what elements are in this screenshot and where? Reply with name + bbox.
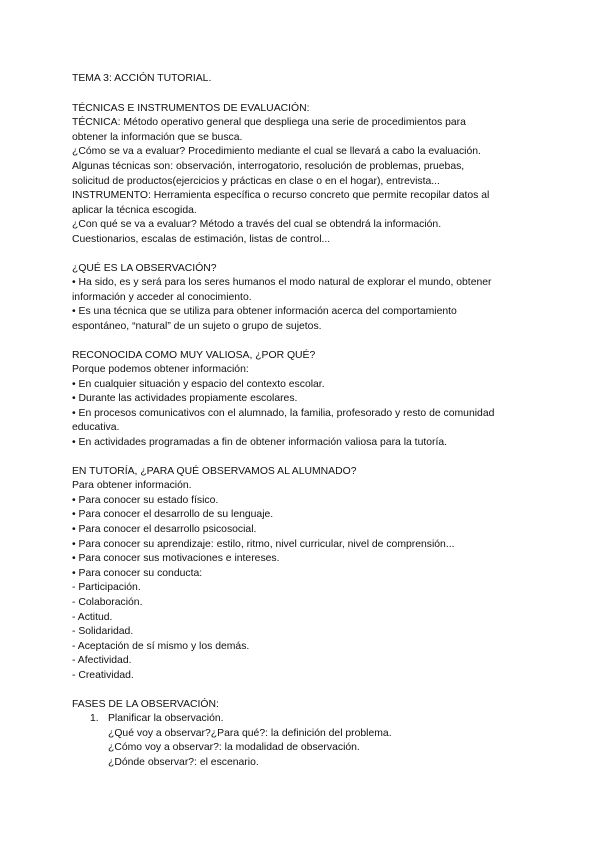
list-item: • Para conocer su estado físico. — [72, 494, 219, 506]
list-item: - Actitud. — [72, 611, 113, 623]
paragraph-line: • Es una técnica que se utiliza para obtener información acerca del comportamiento — [72, 306, 457, 318]
spacer — [72, 335, 560, 349]
paragraph-line: Porque podemos obtener información: — [72, 364, 249, 376]
paragraph-line: Algunas técnicas son: observación, interrogatorio, resolución de problemas, pruebas, — [72, 160, 465, 172]
sub-line: ¿Dónde observar?: el escenario. — [108, 756, 259, 768]
list-item: - Creatividad. — [72, 669, 134, 681]
paragraph-line: información y acceder al conocimiento. — [72, 291, 252, 303]
paragraph-line: Para obtener información. — [72, 480, 192, 492]
paragraph-line: INSTRUMENTO: Herramienta específica o recurso concreto que permite recopilar datos al — [72, 190, 490, 202]
list-item: - Aceptación de sí mismo y los demás. — [72, 640, 250, 652]
section-heading: ¿QUÉ ES LA OBSERVACIÓN? — [72, 262, 217, 274]
paragraph-line: ¿Con qué se va a evaluar? Método a través del cual se obtendrá la información. — [72, 219, 442, 231]
spacer — [72, 87, 560, 102]
section-observation — [72, 262, 560, 335]
section-techniques — [72, 102, 560, 248]
paragraph-line: TÉCNICA: Método operativo general que despliega una serie de procedimientos para — [72, 117, 466, 129]
list-item: • Para conocer sus motivaciones e intereses. — [72, 553, 280, 565]
list-item: • Para conocer su aprendizaje: estilo, ritmo, nivel curricular, nivel de comprensión... — [72, 538, 455, 550]
paragraph-line: • En cualquier situación y espacio del contexto escolar. — [72, 378, 325, 390]
list-item: - Colaboración. — [72, 597, 143, 608]
section-heading: FASES DE LA OBSERVACIÓN: — [72, 698, 219, 710]
paragraph-line: educativa. — [72, 422, 120, 434]
paragraph-line: • En actividades programadas a fin de obtener información valiosa para la tutoría. — [72, 437, 448, 449]
item-number: 1. — [90, 713, 99, 725]
spacer — [72, 451, 560, 465]
list-item: • Para conocer su conducta: — [72, 567, 203, 579]
numbered-item — [72, 712, 560, 727]
paragraph-line: • Ha sido, es y será para los seres humanos el modo natural de explorar el mundo, obtener — [72, 277, 492, 289]
paragraph-line: Cuestionarios, escalas de estimación, listas de control... — [72, 233, 331, 245]
paragraph-line: • En procesos comunicativos con el alumnado, la familia, profesorado y resto de comunidad — [72, 407, 495, 419]
section-heading: TÉCNICAS E INSTRUMENTOS DE EVALUACIÓN: — [72, 102, 310, 114]
spacer — [72, 684, 560, 698]
list-item: - Solidaridad. — [72, 626, 134, 638]
list-item: - Participación. — [72, 582, 141, 594]
paragraph-line: solicitud de productos(ejercicios y prácticas en clase o en el hogar), entrevista... — [72, 175, 440, 187]
list-item: - Afectividad. — [72, 655, 132, 667]
section-valuable — [72, 349, 560, 451]
list-item: • Para conocer el desarrollo de su lenguaje. — [72, 509, 274, 521]
section-heading: EN TUTORÍA, ¿PARA QUÉ OBSERVAMOS AL ALUMNADO? — [72, 465, 357, 477]
document-title: TEMA 3: ACCIÓN TUTORIAL. — [72, 73, 212, 84]
paragraph-line: aplicar la técnica escogida. — [72, 204, 197, 216]
section-heading: RECONOCIDA COMO MUY VALIOSA, ¿POR QUÉ? — [72, 349, 316, 361]
list-item: • Para conocer el desarrollo psicosocial. — [72, 524, 257, 536]
section-phases — [72, 698, 560, 771]
section-tutoring — [72, 465, 560, 684]
spacer — [72, 248, 560, 262]
item-label: Planificar la observación. — [108, 713, 224, 725]
paragraph-line: obtener la información que se busca. — [72, 131, 243, 143]
sub-line: ¿Qué voy a observar?¿Para qué?: la definición del problema. — [108, 727, 392, 739]
paragraph-line: ¿Cómo se va a evaluar? Procedimiento mediante el cual se llevará a cabo la evaluación. — [72, 146, 481, 158]
paragraph-line: espontáneo, “natural” de un sujeto o grupo de sujetos. — [72, 320, 322, 332]
sub-line: ¿Cómo voy a observar?: la modalidad de observación. — [108, 742, 360, 754]
paragraph-line: • Durante las actividades propiamente escolares. — [72, 393, 298, 405]
